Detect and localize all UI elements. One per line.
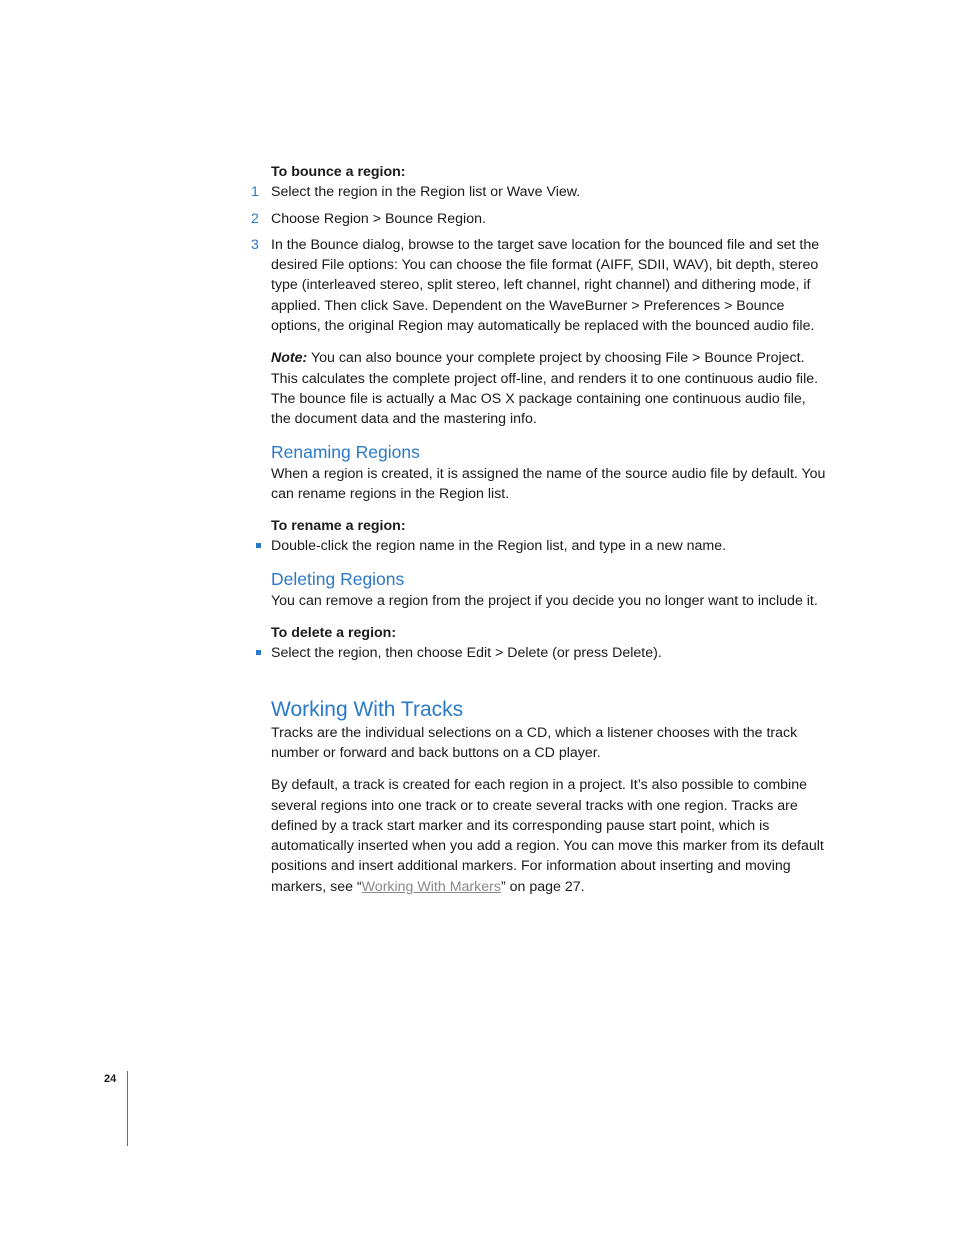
step-item	[251, 182, 826, 202]
footer-rule	[127, 1071, 128, 1146]
square-bullet-icon	[256, 543, 261, 548]
bullet-text: Double-click the region name in the Region list, and type in a new name.	[271, 538, 727, 555]
step-text: Select the region in the Region list or Wave View.	[271, 184, 581, 201]
step-number: 3	[251, 236, 259, 253]
section-heading-deleting: Deleting Regions	[271, 568, 405, 589]
step-item	[251, 235, 826, 336]
bullet-item	[271, 536, 826, 556]
step-text: Choose Region > Bounce Region.	[271, 210, 486, 227]
tracks-para-2-tail: ” on page 27.	[500, 878, 585, 895]
step-item	[251, 209, 826, 229]
working-with-markers-link[interactable]: Working With Markers	[361, 878, 501, 895]
bounce-steps	[251, 182, 826, 336]
bullet-item	[271, 643, 826, 663]
note-text: You can also bounce your complete project by choosing File > Bounce Project. This calculates the complete project off-line, and renders it to one continuous audio file. The bounce file is actually a Mac OS X package containing one continuous audio file, the document data and the mastering info.	[271, 350, 819, 428]
square-bullet-icon	[256, 650, 261, 655]
procedure-title-bounce: To bounce a region:	[271, 164, 406, 180]
deleting-body: You can remove a region from the project if you decide you no longer want to include it.	[271, 592, 818, 609]
tracks-para-1: Tracks are the individual selections on a CD, which a listener chooses with the track number or forward and back buttons on a CD player.	[271, 724, 798, 761]
bullet-text: Select the region, then choose Edit > Delete (or press Delete).	[271, 645, 662, 662]
procedure-title-rename: To rename a region:	[271, 518, 406, 535]
note-label: Note:	[271, 350, 308, 367]
section-heading-tracks: Working With Tracks	[271, 697, 464, 721]
tracks-para-2	[271, 775, 826, 897]
procedure-title-delete: To delete a region:	[271, 625, 397, 642]
page-content	[251, 162, 826, 897]
page-number: 24	[104, 1073, 117, 1085]
step-number: 2	[251, 210, 259, 227]
tracks-para-2-text: By default, a track is created for each region in a project. It’s also possible to combine several regions into one track or to create several tracks with one region. Tracks are defined by a track start marker and its corresponding pause start point, which is automatically inserted when you add a region. You can move this marker from its default positions and insert additional markers. For information about inserting and moving markers, see “	[271, 777, 824, 895]
step-number: 1	[251, 184, 259, 201]
renaming-body: When a region is created, it is assigned the name of the source audio file by default. You can rename regions in the Region list.	[271, 465, 826, 502]
section-heading-renaming: Renaming Regions	[271, 441, 420, 462]
step-text: In the Bounce dialog, browse to the target save location for the bounced file and set the desired File options: You can choose the file format (AIFF, SDII, WAV), bit depth, stereo type (interleaved stereo, split stereo, left channel, right channel) and dithering mode, if applied. Then click Save. Dependent on the WaveBurner > Preferences > Bounce options, the original Region may automatically be replaced with the bounced audio file.	[271, 236, 820, 335]
note-paragraph	[271, 348, 826, 429]
